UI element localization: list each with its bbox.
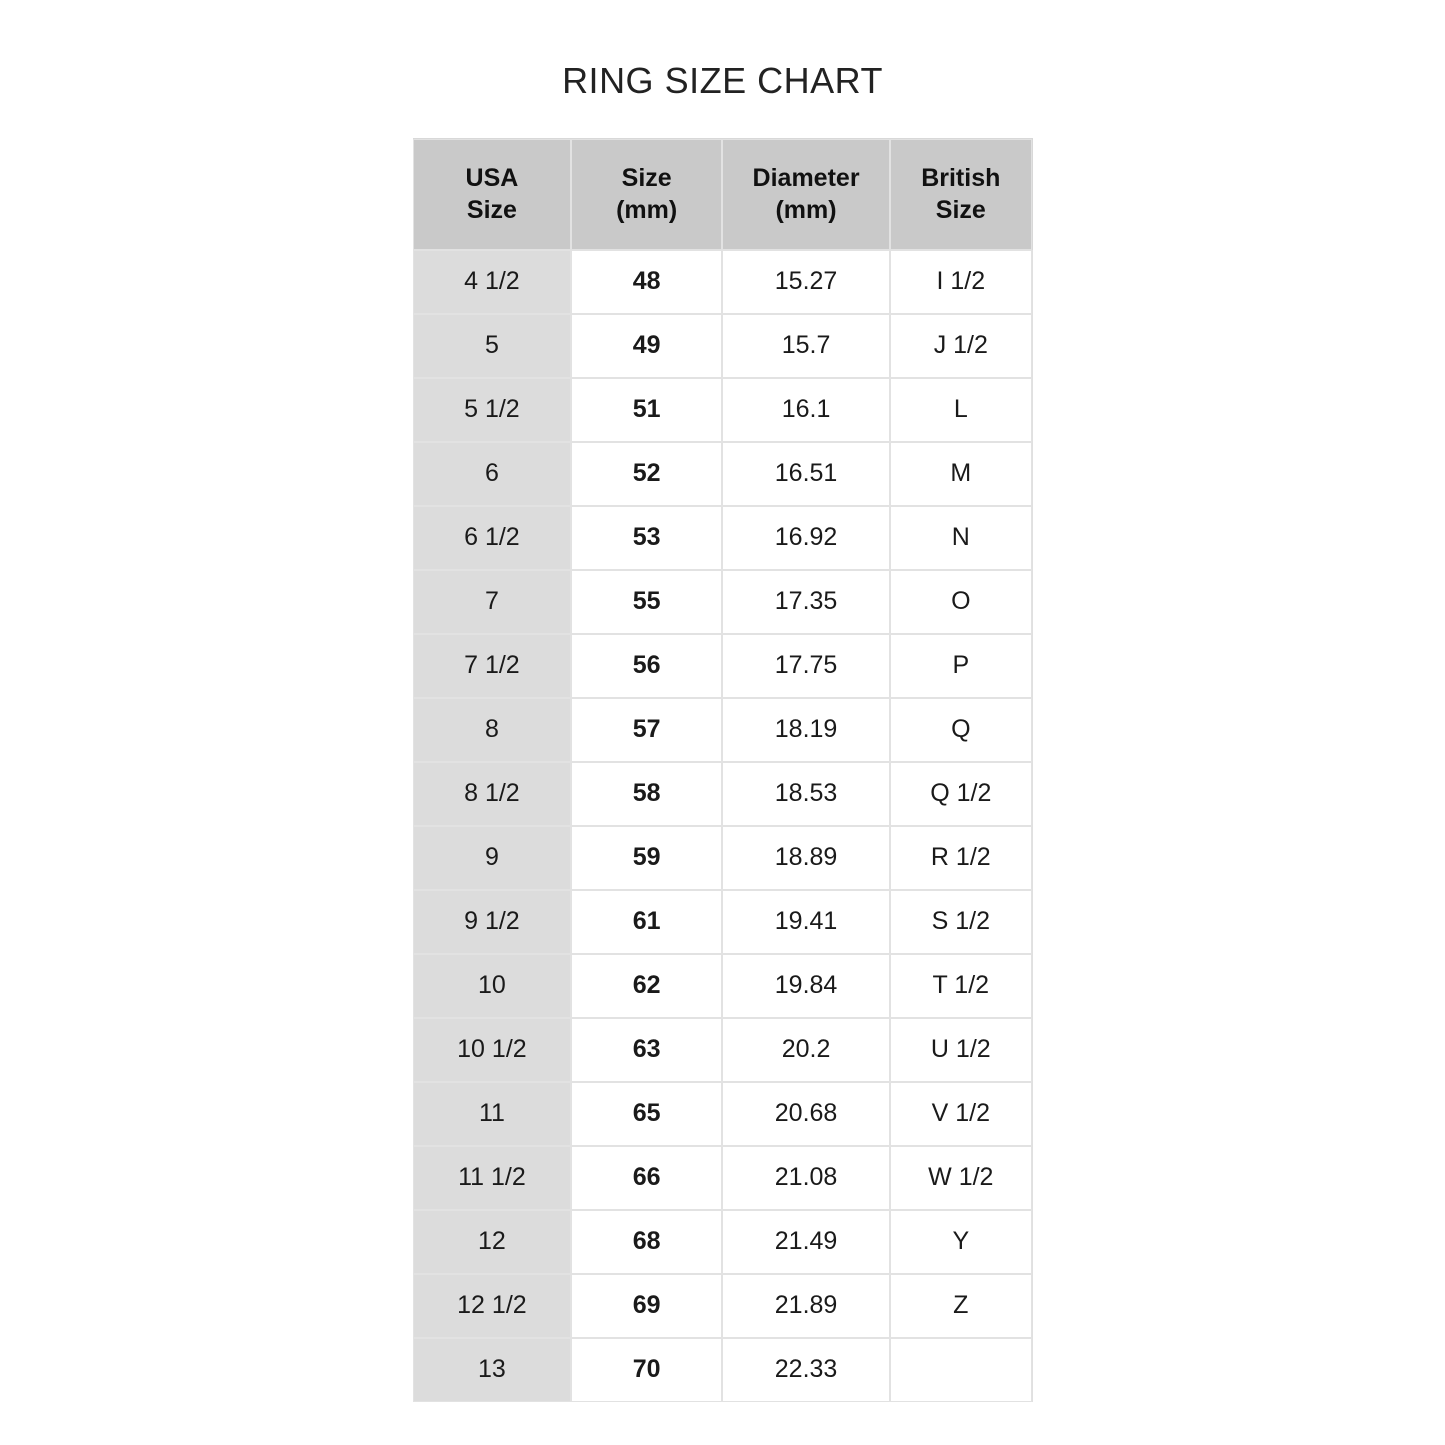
cell-british-size: R 1/2 (890, 826, 1032, 890)
cell-diameter-mm: 16.51 (722, 442, 889, 506)
page-title: RING SIZE CHART (562, 60, 883, 101)
cell-size-mm: 63 (571, 1018, 723, 1082)
cell-size-mm: 61 (571, 890, 723, 954)
cell-diameter-mm: 20.68 (722, 1082, 889, 1146)
column-header-british-size-line2: Size (935, 196, 986, 224)
column-header-diameter-mm-line2: (mm) (775, 196, 837, 224)
cell-size-mm: 68 (571, 1210, 723, 1274)
ring-size-table-container (413, 138, 1033, 1402)
cell-british-size: P (890, 634, 1032, 698)
table-row (413, 954, 1032, 1018)
cell-diameter-mm: 18.19 (722, 698, 889, 762)
cell-usa-size: 4 1/2 (413, 250, 571, 314)
cell-usa-size: 6 1/2 (413, 506, 571, 570)
cell-usa-size: 12 1/2 (413, 1274, 571, 1338)
cell-size-mm: 57 (571, 698, 723, 762)
column-header-size-mm-line2: (mm) (616, 196, 678, 224)
cell-size-mm: 49 (571, 314, 723, 378)
column-header-british-size (890, 139, 1032, 250)
cell-usa-size: 10 1/2 (413, 1018, 571, 1082)
table-row (413, 1082, 1032, 1146)
ring-size-table (413, 138, 1033, 1402)
column-header-size-mm (571, 139, 723, 250)
table-row (413, 570, 1032, 634)
table-row (413, 826, 1032, 890)
cell-usa-size: 7 (413, 570, 571, 634)
cell-size-mm: 56 (571, 634, 723, 698)
column-header-diameter-mm (722, 139, 889, 250)
table-row (413, 698, 1032, 762)
column-header-size-mm-line1: Size (621, 164, 672, 192)
cell-usa-size: 9 1/2 (413, 890, 571, 954)
cell-british-size: T 1/2 (890, 954, 1032, 1018)
table-row (413, 1018, 1032, 1082)
cell-size-mm: 58 (571, 762, 723, 826)
table-row (413, 1338, 1032, 1402)
cell-size-mm: 59 (571, 826, 723, 890)
cell-diameter-mm: 17.75 (722, 634, 889, 698)
table-row (413, 1274, 1032, 1338)
cell-size-mm: 70 (571, 1338, 723, 1402)
cell-british-size: J 1/2 (890, 314, 1032, 378)
cell-size-mm: 55 (571, 570, 723, 634)
cell-diameter-mm: 15.7 (722, 314, 889, 378)
cell-british-size: I 1/2 (890, 250, 1032, 314)
table-header-row (413, 139, 1032, 250)
table-row (413, 314, 1032, 378)
cell-size-mm: 53 (571, 506, 723, 570)
column-header-diameter-mm-line1: Diameter (752, 164, 860, 192)
cell-british-size: M (890, 442, 1032, 506)
cell-usa-size: 5 1/2 (413, 378, 571, 442)
cell-british-size: S 1/2 (890, 890, 1032, 954)
table-header (413, 139, 1032, 250)
cell-diameter-mm: 21.49 (722, 1210, 889, 1274)
cell-diameter-mm: 22.33 (722, 1338, 889, 1402)
cell-diameter-mm: 18.53 (722, 762, 889, 826)
cell-british-size (890, 1338, 1032, 1402)
cell-diameter-mm: 19.41 (722, 890, 889, 954)
column-header-british-size-line1: British (921, 164, 1001, 192)
cell-diameter-mm: 20.2 (722, 1018, 889, 1082)
cell-british-size: N (890, 506, 1032, 570)
cell-british-size: O (890, 570, 1032, 634)
table-row (413, 762, 1032, 826)
cell-size-mm: 52 (571, 442, 723, 506)
table-row (413, 378, 1032, 442)
column-header-usa-size-line1: USA (465, 164, 519, 192)
cell-size-mm: 66 (571, 1146, 723, 1210)
cell-diameter-mm: 17.35 (722, 570, 889, 634)
cell-diameter-mm: 15.27 (722, 250, 889, 314)
cell-usa-size: 9 (413, 826, 571, 890)
table-row (413, 442, 1032, 506)
table-row (413, 634, 1032, 698)
cell-usa-size: 7 1/2 (413, 634, 571, 698)
table-row (413, 1210, 1032, 1274)
column-header-usa-size (413, 139, 571, 250)
cell-diameter-mm: 16.1 (722, 378, 889, 442)
table-body (413, 250, 1032, 1402)
table-row (413, 890, 1032, 954)
cell-usa-size: 8 1/2 (413, 762, 571, 826)
cell-diameter-mm: 19.84 (722, 954, 889, 1018)
cell-diameter-mm: 16.92 (722, 506, 889, 570)
cell-size-mm: 62 (571, 954, 723, 1018)
cell-british-size: Q (890, 698, 1032, 762)
cell-usa-size: 6 (413, 442, 571, 506)
cell-diameter-mm: 18.89 (722, 826, 889, 890)
cell-size-mm: 51 (571, 378, 723, 442)
cell-british-size: W 1/2 (890, 1146, 1032, 1210)
cell-british-size: Z (890, 1274, 1032, 1338)
cell-british-size: U 1/2 (890, 1018, 1032, 1082)
table-row (413, 1146, 1032, 1210)
column-header-usa-size-line2: Size (466, 196, 517, 224)
table-row (413, 506, 1032, 570)
cell-size-mm: 65 (571, 1082, 723, 1146)
cell-diameter-mm: 21.89 (722, 1274, 889, 1338)
cell-british-size: Y (890, 1210, 1032, 1274)
cell-usa-size: 13 (413, 1338, 571, 1402)
cell-usa-size: 11 (413, 1082, 571, 1146)
cell-usa-size: 10 (413, 954, 571, 1018)
cell-size-mm: 69 (571, 1274, 723, 1338)
cell-british-size: V 1/2 (890, 1082, 1032, 1146)
cell-size-mm: 48 (571, 250, 723, 314)
cell-usa-size: 8 (413, 698, 571, 762)
cell-british-size: Q 1/2 (890, 762, 1032, 826)
cell-usa-size: 11 1/2 (413, 1146, 571, 1210)
cell-usa-size: 12 (413, 1210, 571, 1274)
table-row (413, 250, 1032, 314)
cell-usa-size: 5 (413, 314, 571, 378)
cell-diameter-mm: 21.08 (722, 1146, 889, 1210)
cell-british-size: L (890, 378, 1032, 442)
